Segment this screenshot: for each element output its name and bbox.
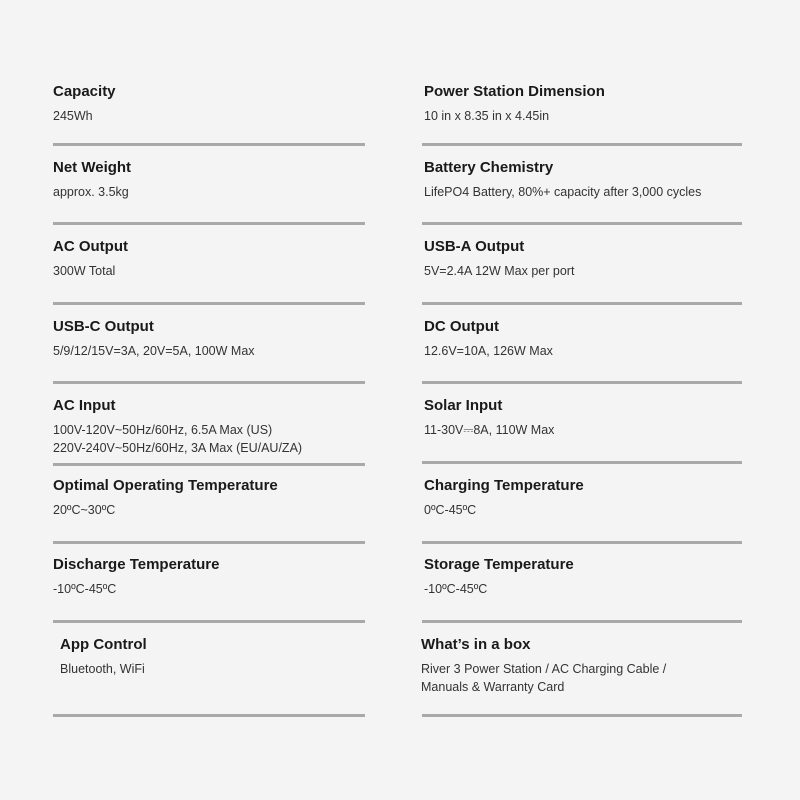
spec-storage-temperature — [424, 556, 736, 598]
divider — [422, 714, 742, 717]
spec-discharge-temperature — [53, 556, 365, 598]
spec-title: Discharge Temperature — [53, 556, 220, 573]
divider — [422, 620, 742, 623]
spec-ac-input — [53, 397, 365, 457]
spec-value: 20ºC~30ºC — [53, 503, 116, 517]
spec-value: 245Wh — [53, 109, 93, 123]
spec-value: 5V=2.4A 12W Max per port — [424, 264, 575, 278]
spec-value: 5/9/12/15V=3A, 20V=5A, 100W Max — [53, 344, 255, 358]
divider — [53, 143, 365, 146]
spec-value-line: 220V-240V~50Hz/60Hz, 3A Max (EU/AU/ZA) — [53, 441, 303, 455]
spec-value: LifePO4 Battery, 80%+ capacity after 3,000 cycles — [424, 185, 702, 199]
spec-value: 10 in x 8.35 in x 4.45in — [424, 109, 550, 123]
spec-value — [53, 421, 365, 457]
spec-title: What’s in a box — [421, 636, 531, 653]
spec-value-line: River 3 Power Station / AC Charging Cable / — [421, 662, 667, 676]
spec-charging-temperature — [424, 477, 736, 519]
divider — [53, 381, 365, 384]
spec-title: Net Weight — [53, 159, 132, 176]
divider — [53, 463, 365, 466]
divider — [422, 302, 742, 305]
spec-value: -10ºC-45ºC — [424, 582, 488, 596]
spec-title: DC Output — [424, 318, 499, 335]
spec-in-box — [421, 636, 733, 696]
divider — [53, 620, 365, 623]
spec-value: Bluetooth, WiFi — [60, 662, 145, 676]
divider — [422, 222, 742, 225]
spec-usbc-output — [53, 318, 365, 360]
spec-value: 12.6V=10A, 126W Max — [424, 344, 553, 358]
spec-title: Solar Input — [424, 397, 503, 414]
spec-value — [421, 660, 733, 696]
spec-usba-output — [424, 238, 736, 280]
divider — [53, 222, 365, 225]
spec-value: 0ºC-45ºC — [424, 503, 477, 517]
spec-value: -10ºC-45ºC — [53, 582, 117, 596]
spec-value: 300W Total — [53, 264, 116, 278]
spec-title: USB-C Output — [53, 318, 154, 335]
divider — [422, 541, 742, 544]
spec-capacity — [53, 83, 365, 125]
spec-value-line: 100V-120V~50Hz/60Hz, 6.5A Max (US) — [53, 423, 273, 437]
spec-title: Charging Temperature — [424, 477, 584, 494]
spec-title: Power Station Dimension — [424, 83, 605, 100]
divider — [422, 461, 742, 464]
spec-operating-temperature — [53, 477, 365, 519]
spec-solar-input — [424, 397, 736, 439]
spec-ac-output — [53, 238, 365, 280]
divider — [53, 302, 365, 305]
spec-title: App Control — [60, 636, 147, 653]
spec-value: 11-30V⎓8A, 110W Max — [424, 423, 555, 437]
spec-title: Storage Temperature — [424, 556, 574, 573]
spec-title: USB-A Output — [424, 238, 525, 255]
spec-value-line: Manuals & Warranty Card — [421, 680, 565, 694]
spec-title: Capacity — [53, 83, 116, 100]
divider — [422, 381, 742, 384]
divider — [53, 541, 365, 544]
spec-dc-output — [424, 318, 736, 360]
spec-app-control — [60, 636, 372, 678]
spec-title: Battery Chemistry — [424, 159, 554, 176]
spec-title: AC Input — [53, 397, 116, 414]
spec-net-weight — [53, 159, 365, 201]
spec-dimension — [424, 83, 736, 125]
spec-value: approx. 3.5kg — [53, 185, 129, 199]
spec-title: Optimal Operating Temperature — [53, 477, 278, 494]
spec-battery-chemistry — [424, 159, 736, 201]
spec-title: AC Output — [53, 238, 128, 255]
divider — [422, 143, 742, 146]
divider — [53, 714, 365, 717]
